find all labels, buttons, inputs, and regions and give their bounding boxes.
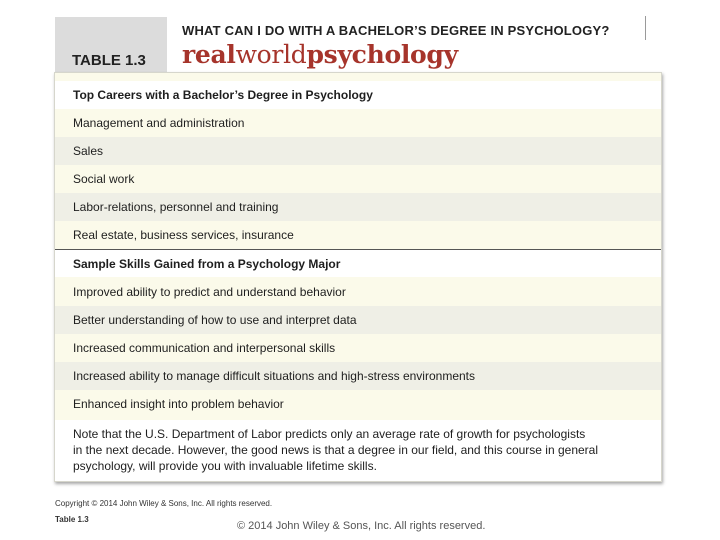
table-label: TABLE 1.3: [72, 52, 146, 69]
page-title: WHAT CAN I DO WITH A BACHELOR’S DEGREE IN PSYCHOLOGY?: [182, 23, 610, 38]
table-label-box: [55, 17, 167, 79]
copyright-small: Copyright © 2014 John Wiley & Sons, Inc. All rights reserved.: [55, 499, 273, 508]
note-text: [55, 420, 661, 481]
content-table: [54, 72, 662, 482]
title-divider: [645, 16, 646, 40]
career-row: Real estate, business services, insurance: [73, 228, 294, 242]
career-row: Sales: [55, 137, 661, 165]
note-line: psychology, will provide you with invaluable lifetime skills.: [73, 459, 377, 473]
brand-psychology: psychology: [306, 40, 458, 69]
note-line: in the next decade. However, the good news is that a degree in our field, and this course in general: [73, 443, 598, 457]
footer-copyright: © 2014 John Wiley & Sons, Inc. All rights reserved.: [237, 520, 486, 532]
career-row: Social work: [73, 172, 135, 186]
skill-row: Better understanding of how to use and interpret data: [55, 306, 661, 334]
brand-world: world: [235, 40, 307, 69]
table-caption: Table 1.3: [55, 515, 89, 524]
career-row: Management and administration: [73, 116, 245, 130]
brand-logo: [182, 40, 458, 69]
skill-row: Enhanced insight into problem behavior: [73, 397, 284, 411]
career-row: Labor-relations, personnel and training: [55, 193, 661, 221]
note-line: Note that the U.S. Department of Labor predicts only an average rate of growth for psychologists: [73, 427, 586, 441]
brand-real: real: [182, 40, 236, 69]
skill-row: Increased ability to manage difficult situations and high-stress environments: [55, 362, 661, 390]
skill-row: Increased communication and interpersonal skills: [73, 341, 336, 355]
skills-heading: Sample Skills Gained from a Psychology Major: [55, 249, 661, 277]
skill-row: Improved ability to predict and understand behavior: [73, 285, 346, 299]
careers-heading: Top Careers with a Bachelor’s Degree in Psychology: [55, 81, 661, 109]
